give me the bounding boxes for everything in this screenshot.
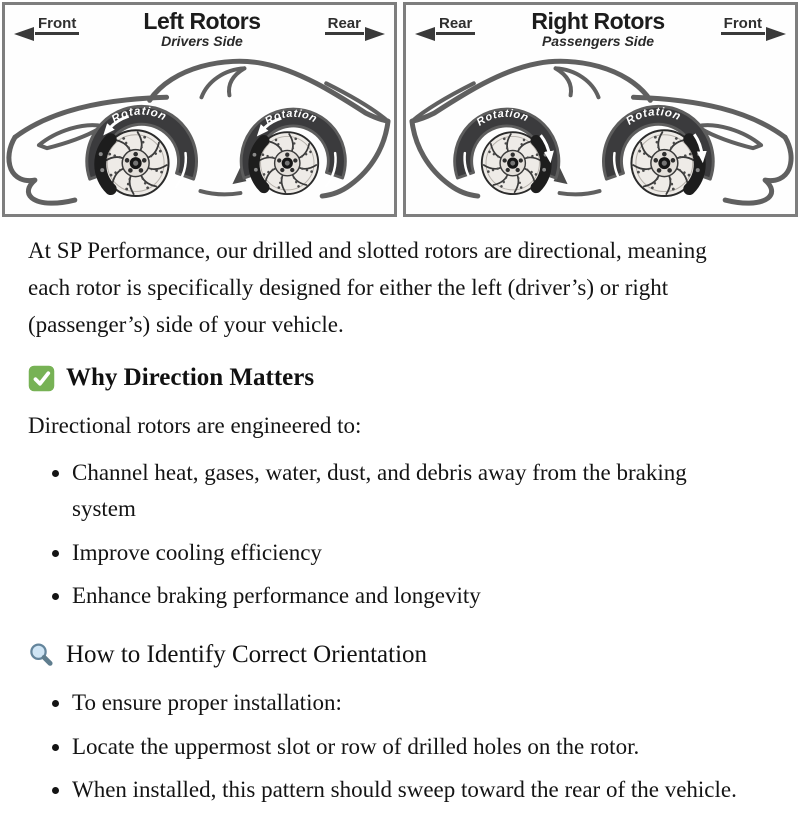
rotor-direction-diagram — [2, 2, 798, 217]
front-arrow-label — [35, 16, 79, 35]
rotation-label: Rotation — [109, 105, 169, 126]
why-direction-matters-list — [28, 455, 772, 614]
direction-text: Front — [38, 15, 77, 32]
panel-subtitle: Drivers Side — [161, 33, 243, 50]
panel-title: Left Rotors — [143, 8, 261, 34]
diagram-panel-right-rotors — [403, 2, 798, 217]
list-item: • Channel heat, gases, water, dust, and debris away from the braking system — [72, 455, 712, 528]
direction-text: Front — [723, 15, 762, 32]
intro-paragraph: At SP Performance, our drilled and slotted rotors are directional, meaning each rotor is specifically designed for either the left (driver’s) or right (passenger’s) side of your vehicle. — [28, 238, 707, 338]
car-illustration-right — [406, 51, 795, 214]
list-item: • When installed, this pattern should sweep toward the rear of the vehicle. — [72, 772, 767, 808]
direction-text: Rear — [439, 15, 473, 32]
diagram-panel-left-rotors — [2, 2, 397, 217]
panel-titles — [143, 10, 260, 49]
article-content — [2, 232, 798, 808]
rotation-label: Rotation — [624, 106, 683, 128]
direction-text: Rear — [327, 15, 361, 32]
heading-how-to-identify — [28, 641, 772, 669]
lead-engineered-to: Directional rotors are engineered to: — [28, 413, 362, 439]
panel-header — [5, 5, 394, 51]
how-to-identify-list — [28, 685, 772, 808]
list-item: • To ensure proper installation: — [72, 685, 767, 721]
heading-why-direction-matters — [28, 364, 772, 392]
rotation-label: Rotation — [474, 107, 531, 129]
panel-titles — [531, 10, 664, 49]
heading-text: How to Identify Correct Orientation — [66, 641, 428, 669]
rear-arrow-label — [325, 16, 364, 35]
panel-header — [406, 5, 795, 51]
panel-title: Right Rotors — [531, 8, 665, 34]
heading-text: Why Direction Matters — [66, 364, 315, 392]
list-item: • Locate the uppermost slot or row of drilled holes on the rotor. — [72, 729, 767, 765]
car-illustration-left — [5, 51, 394, 214]
front-arrow-label — [721, 16, 765, 35]
list-item: • Enhance braking performance and longevity — [72, 578, 712, 614]
rotation-label: Rotation — [263, 107, 320, 128]
rear-arrow-label — [436, 16, 475, 35]
panel-subtitle: Passengers Side — [541, 33, 655, 50]
check-mark-emoji-icon — [28, 365, 55, 392]
list-item: • Improve cooling efficiency — [72, 535, 712, 571]
magnifying-glass-emoji-icon — [28, 642, 55, 669]
